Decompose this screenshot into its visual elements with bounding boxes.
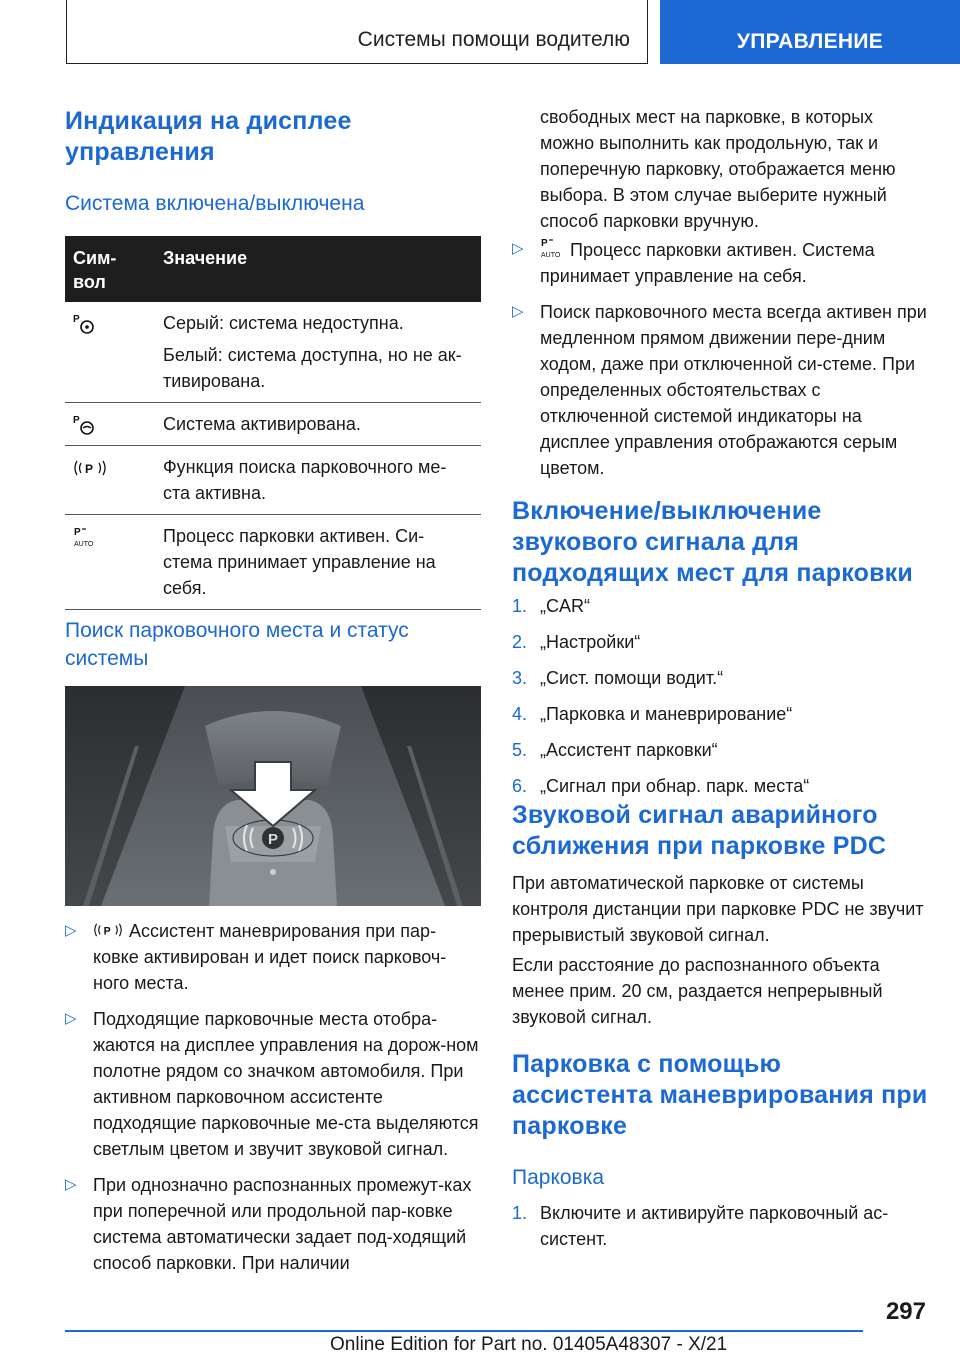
list-item-text: При однозначно распознанных промежут-ках при поперечной или продольной пар-ковке система автоматически задает под-ходящий способ парковки. При наличии (93, 1175, 472, 1273)
table-row (65, 446, 481, 515)
step-text: „Парковка и маневрирование“ (540, 704, 793, 724)
continued-paragraph (540, 104, 928, 234)
sound-steps (512, 593, 928, 809)
list-item (65, 918, 481, 996)
heading-park-assist: Парковка с помощью ассистента маневрирования при парковке (512, 1050, 928, 1140)
parking-assistant-icon (73, 313, 95, 335)
list-item (512, 737, 928, 763)
step-number: 6. (512, 776, 528, 796)
table-row (65, 515, 481, 610)
triangle-bullet-icon: ▷ (65, 1176, 77, 1193)
pdc-paragraph-1: При автоматической парковке от системы контроля дистанции при парковке PDC не звучит прерывистый звуковой сигнал. (512, 873, 924, 945)
search-bullets (65, 918, 481, 1286)
table-row (65, 403, 481, 446)
svg-text:AUTO: AUTO (541, 252, 561, 259)
table-cell-text: Функция поиска парковочного ме-ста активна. (163, 457, 447, 503)
parking-auto-icon (540, 236, 564, 260)
footer-edition: Online Edition for Part no. 01405A48307 - X/21 (330, 1334, 728, 1355)
list-item-text: Ассистент маневрирования при пар-ковке активирован и идет поиск парковоч-ного места. (93, 921, 447, 993)
svg-text:P: P (268, 831, 279, 848)
step-text: „Ассистент парковки“ (540, 740, 718, 760)
footer-divider (65, 1330, 863, 1332)
table-row (65, 302, 481, 403)
parking-steps (512, 1200, 928, 1262)
step-text: Включите и активируйте парковочный ас-систент. (540, 1203, 889, 1249)
table-cell-text: Процесс парковки активен. Си-стема принимает управление на себя. (163, 526, 436, 598)
table-header-row (65, 236, 481, 302)
heading-sound-toggle: Включение/выключение звукового сигнала для подходящих мест для парковки (512, 497, 913, 587)
header-chapter-tab: УПРАВЛЕНИЕ (660, 0, 960, 64)
step-number: 5. (512, 740, 528, 760)
list-item (512, 701, 928, 727)
list-item (512, 1200, 928, 1252)
continued-text: свободных мест на парковке, в которых можно выполнить как продольную, так и поперечную парковку, отображается меню выбора. В этом случае выберите нужный способ парковки вручную. (540, 107, 896, 231)
step-number: 1. (512, 1203, 528, 1223)
list-item (65, 1172, 481, 1276)
table-cell-text: Белый: система доступна, но не ак-тивирована. (163, 345, 462, 391)
table-cell-text: Система активирована. (163, 414, 361, 434)
svg-text:P: P (73, 314, 80, 326)
table-cell-text: Серый: система недоступна. (163, 313, 404, 333)
svg-text:P: P (103, 925, 111, 938)
list-item (512, 236, 928, 289)
step-number: 2. (512, 632, 528, 652)
step-number: 1. (512, 596, 528, 616)
svg-text:P: P (541, 238, 548, 249)
svg-text:P: P (74, 527, 81, 539)
pdc-paragraph-2: Если расстояние до распознанного объекта менее прим. 20 см, раздается непрерывный звуковой сигнал. (512, 955, 883, 1027)
step-number: 3. (512, 668, 528, 688)
list-item (512, 593, 928, 619)
page-number: 297 (885, 1298, 926, 1325)
heading-display: Индикация на дисплее управления (65, 107, 352, 166)
heading-search-status: Поиск парковочного места и статус системы (65, 619, 409, 670)
triangle-bullet-icon: ▷ (65, 1010, 77, 1027)
table-header-symbol: Сим-вол (65, 236, 155, 302)
list-item (512, 629, 928, 655)
list-item-text: Подходящие парковочные места отобра-жаются на дисплее управления на дорож-ном полотне рядом со значком автомобиля. При активном парковочном ассистенте подходящие парковочные ме-ста выделяются светлым цветом и звучит звуковой сигнал. (93, 1009, 479, 1159)
parking-auto-icon (73, 525, 97, 549)
heading-on-off: Система включена/выключена (65, 192, 365, 215)
step-text: „Сигнал при обнар. парк. места“ (540, 776, 810, 796)
heading-parking: Парковка (512, 1166, 605, 1189)
table-header-meaning: Значение (155, 236, 481, 302)
status-bullets (512, 236, 928, 491)
step-text: „CAR“ (540, 596, 590, 616)
triangle-bullet-icon: ▷ (65, 922, 77, 939)
header-section-title: Системы помощи водителю (357, 28, 630, 51)
parking-search-icon (73, 457, 107, 479)
symbol-table (65, 236, 481, 610)
list-item (65, 1006, 481, 1162)
step-text: „Сист. помощи водит.“ (540, 668, 724, 688)
parking-display-illustration (65, 686, 481, 906)
list-item (512, 665, 928, 691)
list-item (512, 299, 928, 481)
heading-pdc: Звуковой сигнал аварийного сближения при парковке PDC (512, 801, 887, 860)
parking-search-icon (93, 920, 123, 940)
svg-text:P: P (85, 462, 94, 477)
svg-text:AUTO: AUTO (74, 541, 94, 549)
step-number: 4. (512, 704, 528, 724)
parking-assistant-active-icon (73, 414, 97, 436)
list-item-text: Процесс парковки активен. Система принимает управление на себя. (540, 240, 875, 286)
list-item-text: Поиск парковочного места всегда активен при медленном прямом движении пере-дним ходом, даже при отключенной си-стеме. При определенных обстоятельствах с отключенной системой индикаторы на дисплее управления отображаются серым цветом. (540, 302, 927, 478)
step-text: „Настройки“ (540, 632, 641, 652)
triangle-bullet-icon: ▷ (512, 240, 524, 257)
triangle-bullet-icon: ▷ (512, 303, 524, 320)
svg-text:P: P (73, 415, 80, 427)
list-item (512, 773, 928, 799)
